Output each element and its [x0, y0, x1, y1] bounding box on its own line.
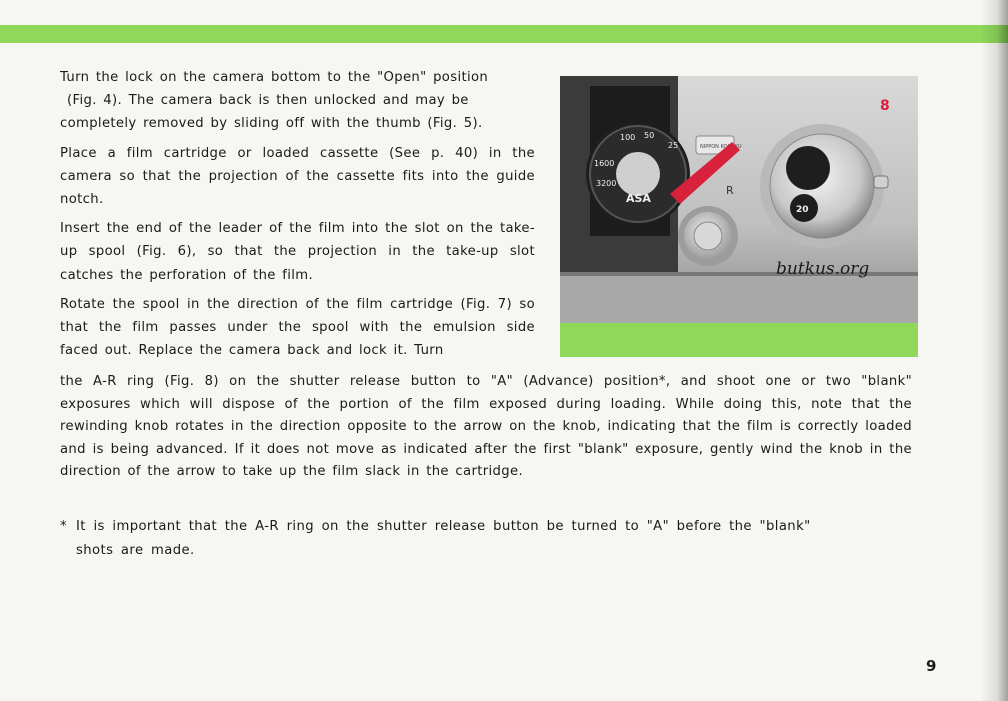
- page-number: 9: [926, 657, 937, 675]
- asa-25: 25: [668, 141, 679, 150]
- para1-line3: completely removed by sliding off with the thumb (Fig. 5).: [60, 116, 483, 132]
- text-column: [60, 66, 535, 362]
- asa-dial: [586, 122, 690, 226]
- para1-line2: (Fig. 4). The camera back is then unlocked and may be: [67, 93, 469, 109]
- paragraph-place-cartridge: Place a film cartridge or loaded cassette (See p. 40) in the camera so that the projection of the cassette fits into the guide notch.: [60, 145, 535, 208]
- paragraph-rotate-spool: Rotate the spool in the direction of the film cartridge (Fig. 7) so that the film passes under the spool with the emulsion side faced out. Replace the camera back and lock it. Turn: [60, 296, 535, 359]
- footnote-asterisk: *: [60, 519, 67, 534]
- para1-line1: Turn the lock on the camera bottom to the "Open" position: [60, 70, 489, 85]
- paragraph-advance: the A-R ring (Fig. 8) on the shutter release button to "A" (Advance) position*, and shoot one or two "blank" exposures which will dispose of the portion of the film exposed during loading. While doing this, note that the rewinding knob rotates in the direction opposite to the arrow on the knob, indicating that the film is correctly loaded and is being advanced. If it does not move as indicated after the first "blank" exposure, gently wind the knob in the direction of the arrow to take up the film slack in the cartridge.: [60, 374, 912, 480]
- figure-green-band: [560, 323, 918, 357]
- footnote-line2: shots are made.: [76, 543, 195, 558]
- top-green-band: [0, 25, 1008, 43]
- knob-20: 20: [796, 205, 809, 215]
- asa-3200: 3200: [596, 179, 617, 188]
- paragraph-open-lock: [60, 66, 535, 136]
- camera-top-plate: [560, 276, 918, 324]
- figure-number: 8: [880, 98, 890, 114]
- asa-50: 50: [644, 131, 655, 140]
- camera-photo-svg: [560, 76, 918, 324]
- footnote-line1: It is important that the A-R ring on the shutter release button be turned to "A" before the "blank": [76, 519, 811, 534]
- page-edge-shadow: [980, 0, 1008, 701]
- camera-top-photo: [560, 76, 918, 324]
- asa-100: 100: [620, 133, 636, 142]
- paragraph-insert-leader: Insert the end of the leader of the film into the slot on the take-up spool (Fig. 6), so that the projection in the take-up slot catches the perforation of the film.: [60, 221, 535, 283]
- asa-1600: 1600: [594, 159, 615, 168]
- asa-label: ASA: [626, 192, 651, 205]
- brand-text: NIPPON KOGAKU: [700, 144, 742, 150]
- ar-ring-label: R: [726, 184, 734, 197]
- footnote: [60, 515, 912, 563]
- signature-watermark: butkus.org: [776, 259, 870, 279]
